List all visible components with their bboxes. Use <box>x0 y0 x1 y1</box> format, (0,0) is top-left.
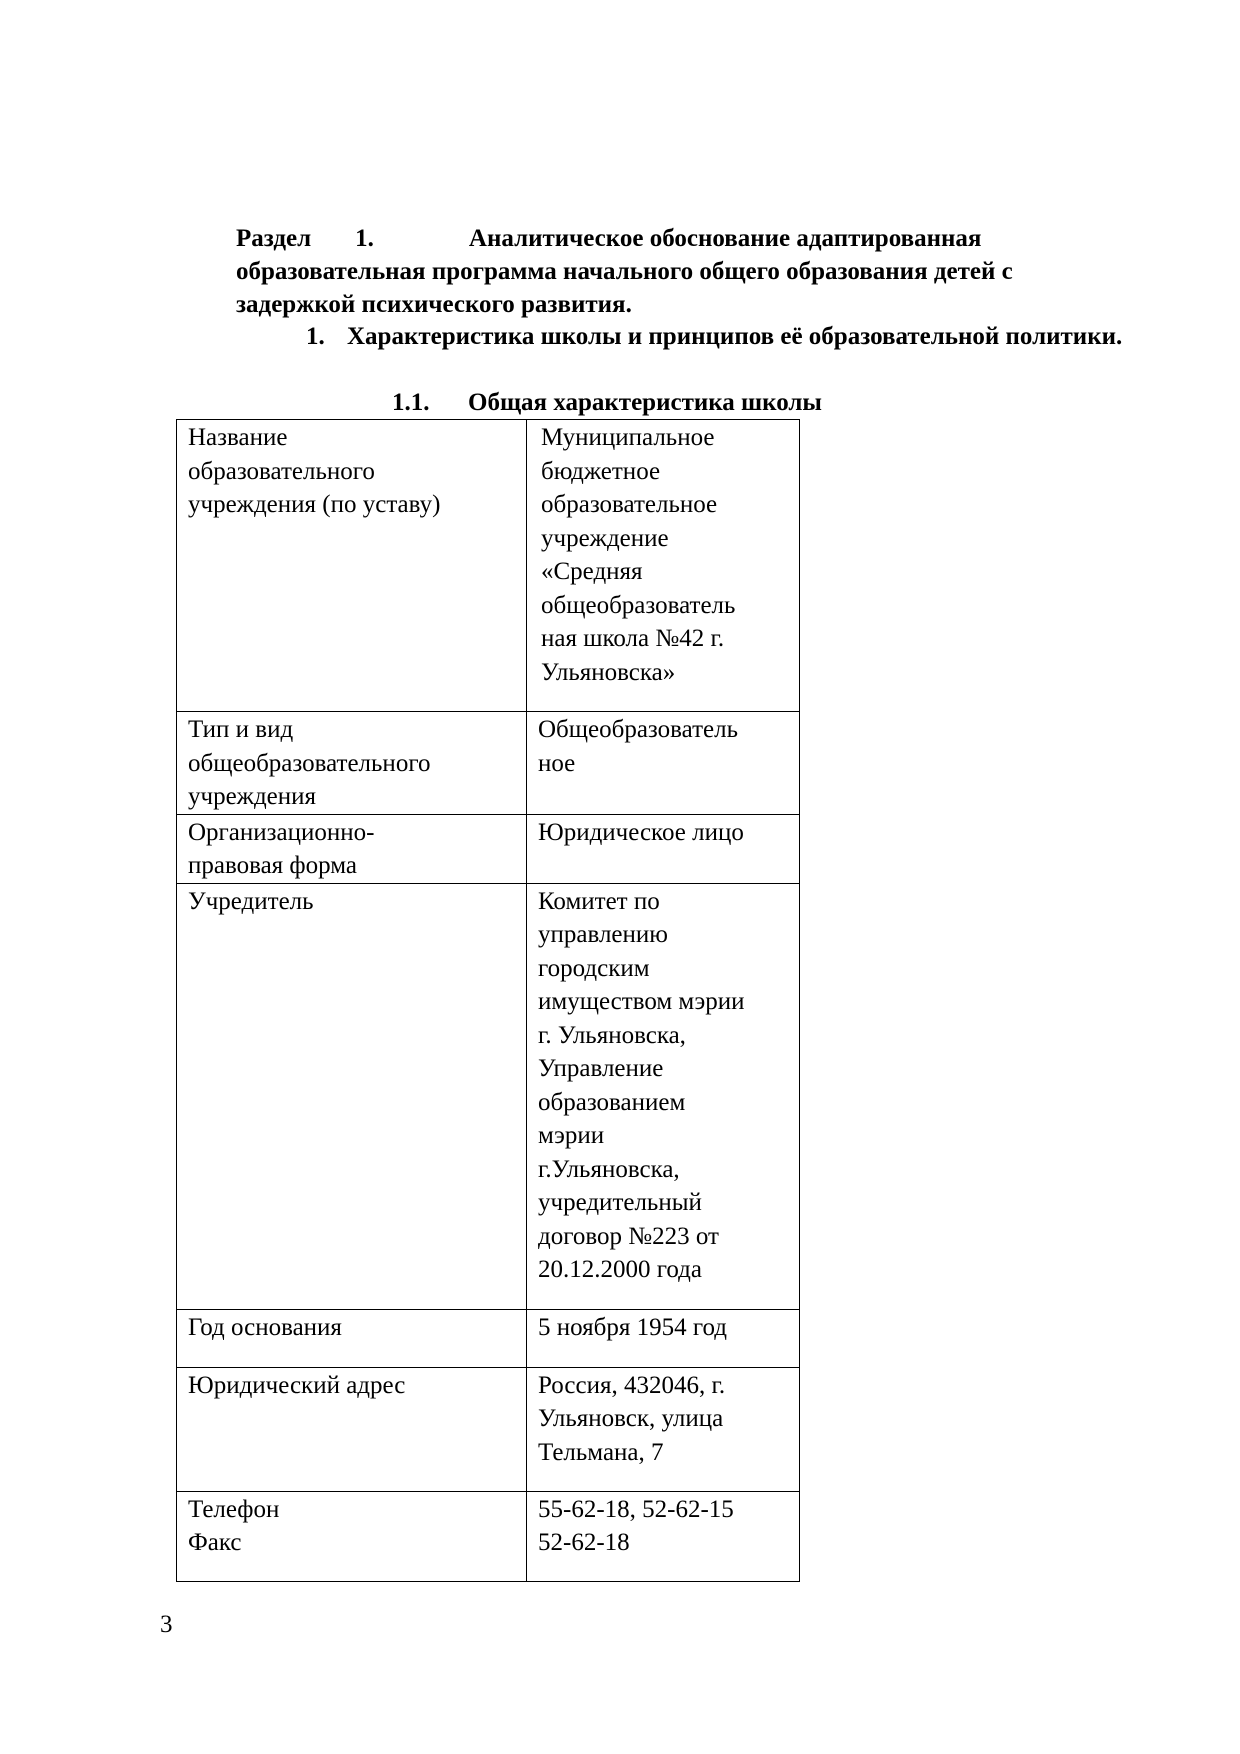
cell-line: Организационно- <box>188 818 375 846</box>
cell-line: Общеобразователь <box>538 716 738 743</box>
row-label-cell <box>177 712 527 815</box>
heading-line-2: образовательная программа начального общего образования детей с <box>236 258 1013 285</box>
row-value-cell <box>527 1491 800 1581</box>
cell-line: Управление <box>538 1055 664 1082</box>
cell-line: Тип и вид <box>188 716 294 743</box>
cell-line: образовательного <box>188 457 375 485</box>
row-label-cell <box>177 814 527 883</box>
cell-line: мэрии <box>538 1122 605 1149</box>
cell-line: 55-62-18, 52-62-15 <box>538 1495 734 1523</box>
cell-line: договор №223 от <box>538 1222 719 1250</box>
cell-line: Муниципальное <box>541 424 715 451</box>
cell-line: Факс <box>188 1529 242 1556</box>
cell-line: «Средняя <box>541 558 643 585</box>
row-label-cell <box>177 1309 527 1367</box>
table-row <box>177 1491 800 1581</box>
row-value-cell <box>527 814 800 883</box>
cell-line: 52-62-18 <box>538 1529 630 1556</box>
row-label-cell <box>177 420 527 712</box>
cell-line: Ульяновск, улица <box>538 1405 724 1432</box>
cell-line: образованием <box>538 1088 686 1116</box>
cell-line: учреждение <box>541 524 669 552</box>
school-info-table <box>176 419 800 1582</box>
heading-line-3: задержкой психического развития. <box>236 291 632 318</box>
table-row <box>177 1309 800 1367</box>
cell-line: управлению <box>538 921 668 948</box>
row-label-cell <box>177 883 527 1309</box>
table-row <box>177 1367 800 1491</box>
row-value-cell <box>527 420 800 712</box>
cell-line: Юридическое лицо <box>538 818 744 846</box>
subsection-heading <box>392 386 822 419</box>
cell-line: городским <box>538 954 650 982</box>
cell-line: 20.12.2000 года <box>538 1256 702 1283</box>
cell-line: Учредитель <box>188 887 314 915</box>
cell-line: Юридический адрес <box>188 1371 406 1399</box>
cell-line: Россия, 432046, г. <box>538 1371 726 1399</box>
cell-line: Год основания <box>188 1313 342 1341</box>
row-label-cell <box>177 1367 527 1491</box>
section-heading <box>306 320 1156 353</box>
row-value-cell <box>527 883 800 1309</box>
cell-line: учреждения <box>188 783 317 810</box>
cell-line: 5 ноября 1954 год <box>538 1313 728 1341</box>
cell-line: общеобразовательного <box>188 749 431 777</box>
cell-line: общеобразователь <box>541 591 736 619</box>
cell-line: имуществом мэрии <box>538 988 745 1015</box>
cell-line: г. Ульяновска, <box>538 1021 686 1049</box>
cell-line: Тельмана, 7 <box>538 1438 664 1466</box>
cell-line: Комитет по <box>538 887 660 915</box>
table-row <box>177 712 800 815</box>
table-row <box>177 883 800 1309</box>
row-value-cell <box>527 1309 800 1367</box>
row-label-cell <box>177 1491 527 1581</box>
cell-line: ное <box>538 749 576 777</box>
section-title: Характеристика школы и принципов её образовательной политики. <box>347 323 1123 350</box>
cell-line: образовательное <box>541 491 718 518</box>
row-value-cell <box>527 712 800 815</box>
cell-line: учредительный <box>538 1189 702 1216</box>
cell-line: Телефон <box>188 1495 280 1523</box>
cell-line: правовая форма <box>188 852 357 879</box>
subsection-number: 1.1. <box>392 389 430 416</box>
row-value-cell <box>527 1367 800 1491</box>
table-row <box>177 420 800 712</box>
cell-line: бюджетное <box>541 457 661 485</box>
cell-line: ная школа №42 г. <box>541 625 725 652</box>
cell-line: Ульяновска» <box>541 658 676 686</box>
heading-line-1: Раздел 1. Аналитическое обоснование адаптированная <box>236 225 982 252</box>
document-heading <box>236 222 1156 321</box>
cell-line: Название <box>188 424 288 451</box>
subsection-title: Общая характеристика школы <box>468 389 822 416</box>
cell-line: учреждения (по уставу) <box>188 491 441 518</box>
table-row <box>177 814 800 883</box>
cell-line: г.Ульяновска, <box>538 1155 680 1183</box>
page-number: 3 <box>160 1611 173 1638</box>
section-number: 1. <box>306 323 325 350</box>
